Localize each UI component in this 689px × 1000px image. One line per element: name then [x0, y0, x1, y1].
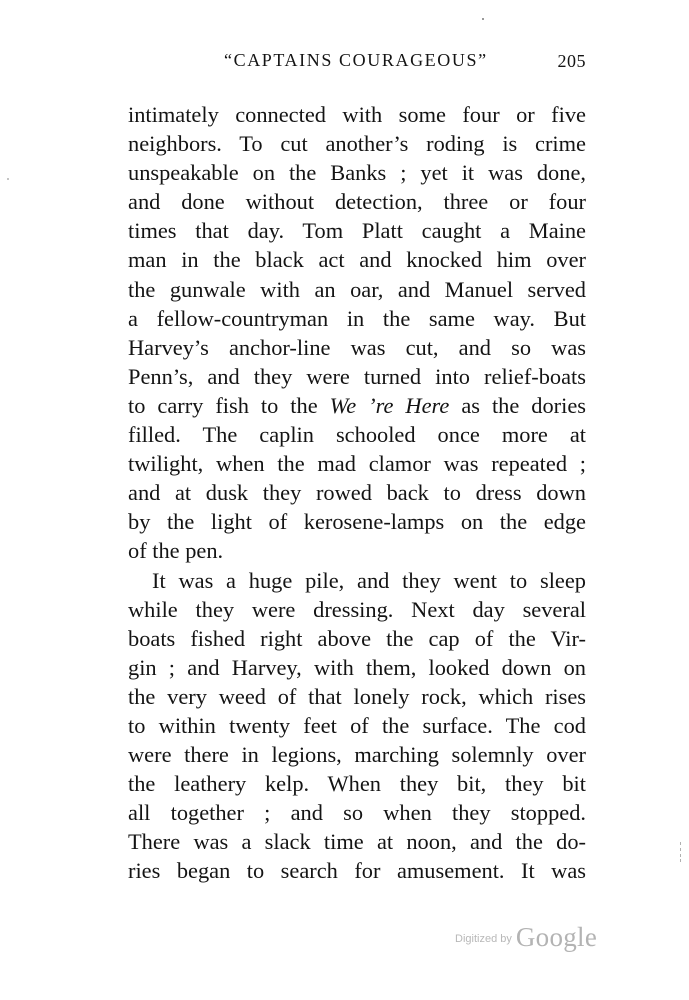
- text-line: by the light of kerosene-lamps on the edge: [128, 509, 586, 535]
- digitized-watermark: [455, 922, 597, 956]
- body-text: [128, 100, 586, 886]
- text-line: intimately connected with some four or five: [128, 102, 586, 127]
- ship-name-italic: We ’re Here: [329, 392, 450, 418]
- watermark-brand: Google: [515, 922, 598, 952]
- paragraph-2: [128, 566, 586, 886]
- paragraph-1: [128, 100, 586, 566]
- text-line: the gunwale with an oar, and Manuel served: [128, 276, 586, 302]
- text-line: ries began to search for amusement. It was: [128, 858, 586, 884]
- text-line-with-italic: [128, 391, 586, 420]
- text-line: Harvey’s anchor-line was cut, and so was: [128, 334, 586, 360]
- text-line: twilight, when the mad clamor was repeated ;: [128, 451, 586, 477]
- text-line: a fellow-countryman in the same way. But: [128, 305, 586, 331]
- scan-speck: [7, 178, 9, 180]
- watermark-prefix: Digitized by: [455, 933, 512, 945]
- text-line: times that day. Tom Platt caught a Maine: [128, 218, 586, 244]
- text-line: Penn’s, and they were turned into relief-boats: [128, 363, 586, 389]
- text-line: the leathery kelp. When they bit, they bit: [128, 771, 586, 797]
- text-line: the very weed of that lonely rock, which rises: [128, 683, 586, 709]
- text-line: all together ; and so when they stopped.: [128, 800, 586, 826]
- text-line: gin ; and Harvey, with them, looked down on: [128, 654, 586, 680]
- scan-speck: [482, 18, 484, 20]
- line-tail-text: as the dories: [449, 392, 586, 418]
- text-line: neighbors. To cut another’s roding is crime: [128, 131, 586, 157]
- text-line: and done without detection, three or four: [128, 189, 586, 215]
- text-line: boats fished right above the cap of the Vir-: [128, 625, 586, 651]
- text-line: man in the black act and knocked him over: [128, 247, 586, 273]
- text-line: and at dusk they rowed back to dress down: [128, 480, 586, 506]
- text-line: while they were dressing. Next day several: [128, 596, 586, 622]
- text-line: to within twenty feet of the surface. The cod: [128, 712, 586, 738]
- line-lead-text: to carry fish to the: [128, 392, 330, 418]
- text-line: There was a slack time at noon, and the do-: [128, 829, 586, 855]
- text-line: of the pen.: [128, 538, 224, 564]
- text-line: filled. The caplin schooled once more at: [128, 422, 586, 448]
- text-line: were there in legions, marching solemnly over: [128, 742, 586, 768]
- text-line: It was a huge pile, and they went to sleep: [152, 567, 586, 593]
- text-line: unspeakable on the Banks ; yet it was done,: [128, 160, 586, 186]
- running-head: [128, 50, 586, 74]
- page-number: 205: [557, 51, 586, 71]
- running-title: “CAPTAINS COURAGEOUS”: [224, 50, 488, 70]
- scan-edge-mark: [680, 842, 681, 862]
